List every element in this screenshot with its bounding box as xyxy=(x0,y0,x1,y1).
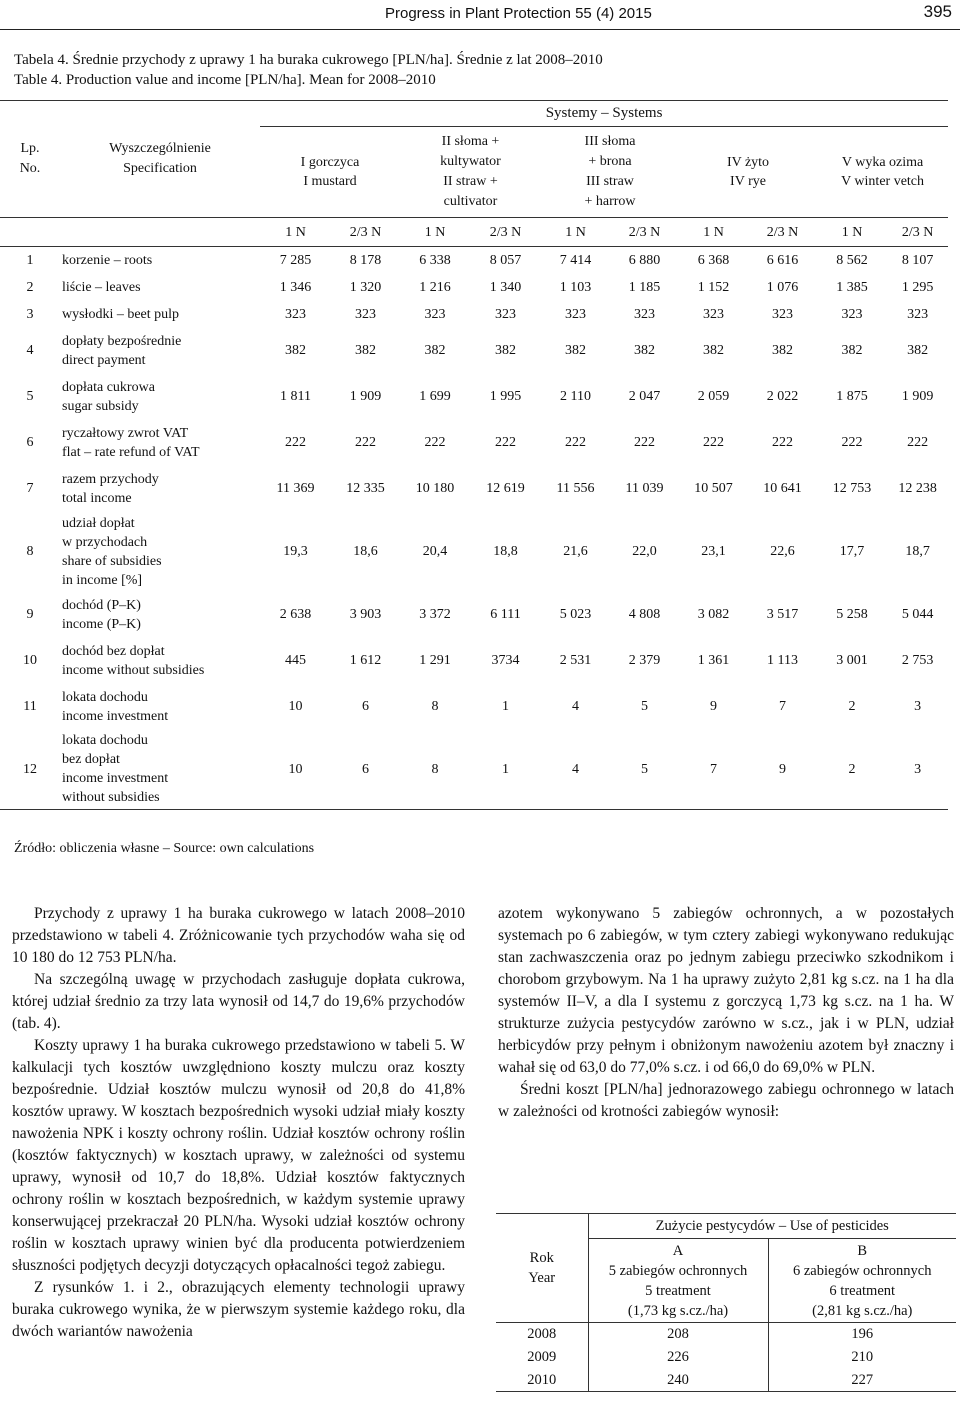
value-cell: 3 372 xyxy=(419,607,451,622)
value-cell: 11 556 xyxy=(556,481,595,496)
table4-caption-en: Table 4. Production value and income [PLN/ha]. Mean for 2008–2010 xyxy=(14,72,436,88)
variant-label-line: (1,73 kg s.cz./ha) xyxy=(627,1302,729,1319)
value-cell: 1 295 xyxy=(901,279,934,295)
value-cell: 1 152 xyxy=(697,279,730,295)
cost-cell: 240 xyxy=(588,1369,768,1392)
system-label-line: I gorczyca xyxy=(300,155,360,170)
lp-label-en: No. xyxy=(19,161,41,176)
lp-blank xyxy=(0,218,60,247)
row-number: 1 xyxy=(0,247,60,274)
row-label xyxy=(60,328,260,374)
value-cell: 3 001 xyxy=(836,653,868,668)
row-label-line: flat – rate refund of VAT xyxy=(62,444,200,460)
row-label-line: dochód bez dopłat xyxy=(62,643,165,659)
value-cell: 20,4 xyxy=(422,544,448,559)
value-cell: 445 xyxy=(285,653,306,668)
value-cell: 3 xyxy=(887,730,948,810)
paragraph: Koszty uprawy 1 ha buraka cukrowego przedstawiono w tabeli 5. W kalkulacji tych kosztów uwzględniono koszty mulczu oraz koszty bezpośrednie. Udział kosztów mulczu wynosił od 20,8 do 41,8% kosztów uprawy. W kosztach bezpośrednich wysoki udział miały koszty nawożenia NPK i koszty ochrony roślin. Udział kosztów ochrony roślin (kosztów faktycznych) w kosztach uprawy, w zależności od systemu uprawy, wynosił od 10,7 do 18,8%. Udział kosztów faktycznych ochrony roślin w kosztach bezpośrednich, w każdym systemie uprawy konserwującej przekraczał 20 PLN/ha. Wysoki udział kosztów ochrony roślin w kosztach uprawy winien być dla producenta potwierdzeniem słuszności podjętych decyzji dotyczących opłacalności tegoż zabiegu. xyxy=(12,1037,465,1274)
value-cell: 2 531 xyxy=(559,653,592,668)
variant-label-line: 5 zabiegów ochronnych xyxy=(608,1262,748,1279)
value-cell: 382 xyxy=(285,343,306,358)
table-row xyxy=(0,592,948,638)
value-cell: 23,1 xyxy=(701,544,726,559)
table4 xyxy=(0,100,948,810)
row-label-line: korzenie – roots xyxy=(62,252,153,268)
n-level-label: 2/3 N xyxy=(470,218,541,247)
value-cell: 1 xyxy=(502,699,509,714)
value-cell: 222 xyxy=(565,435,586,450)
value-cell: 6 111 xyxy=(490,607,521,622)
value-cell: 2 xyxy=(848,699,856,714)
row-label-line: w przychodach xyxy=(62,534,148,550)
value-cell: 7 285 xyxy=(260,247,331,274)
row-label-line: dochód (P–K) xyxy=(62,597,141,613)
value-cell: 6 xyxy=(331,730,400,810)
cost-cell: 196 xyxy=(851,1326,874,1343)
value-cell: 7 xyxy=(679,730,748,810)
variant-b-header xyxy=(768,1239,956,1323)
row-label-line: dopłata cukrowa xyxy=(62,379,155,395)
system-label-line: + harrow xyxy=(584,194,636,209)
year-cell: 2008 xyxy=(496,1323,588,1346)
value-cell: 1 699 xyxy=(419,389,451,404)
value-cell: 6 368 xyxy=(679,247,748,274)
row-label-line: income (P–K) xyxy=(62,616,141,632)
value-cell: 9 xyxy=(748,730,817,810)
n-level-label: 2/3 N xyxy=(610,218,679,247)
row-label-line: total income xyxy=(62,490,132,506)
value-cell: 4 808 xyxy=(628,607,661,622)
value-cell: 5 023 xyxy=(559,607,592,622)
value-cell: 323 xyxy=(495,306,516,322)
system-label-line: II słoma + xyxy=(441,134,500,149)
text-column-right xyxy=(498,903,954,1123)
system-5-header xyxy=(817,127,948,218)
cost-cell: 227 xyxy=(768,1369,956,1392)
text-column-left xyxy=(12,903,465,1343)
value-cell: 323 xyxy=(355,306,376,322)
row-label-line: income investment xyxy=(62,708,169,724)
system-label-line: I mustard xyxy=(303,174,357,189)
value-cell: 10 180 xyxy=(415,481,455,496)
value-cell: 382 xyxy=(772,343,793,358)
table-row xyxy=(0,247,948,274)
row-label-line: razem przychody xyxy=(62,471,159,487)
table-row xyxy=(0,274,948,301)
value-cell: 2 638 xyxy=(279,607,312,622)
system-3-header xyxy=(541,127,679,218)
table-row xyxy=(0,374,948,420)
row-label-line: liście – leaves xyxy=(62,279,141,295)
row-label-line: bez dopłat xyxy=(62,752,120,768)
variant-label-line: 6 treatment xyxy=(829,1282,896,1299)
value-cell: 7 xyxy=(779,699,786,714)
value-cell: 22,0 xyxy=(632,544,657,559)
year-cell: 2009 xyxy=(496,1346,588,1369)
value-cell: 323 xyxy=(841,306,863,322)
value-cell: 1 076 xyxy=(766,279,799,295)
row-label-line: without subsidies xyxy=(62,790,160,806)
value-cell: 3 517 xyxy=(766,607,799,622)
row-label-line: income without subsidies xyxy=(62,662,205,678)
value-cell: 8 107 xyxy=(887,247,948,274)
value-cell: 3 082 xyxy=(697,607,730,622)
system-label-line: cultivator xyxy=(443,194,498,209)
table-row xyxy=(0,301,948,328)
value-cell: 10 507 xyxy=(694,481,733,496)
header-rule xyxy=(0,29,960,30)
value-cell: 6 338 xyxy=(400,247,470,274)
value-cell: 323 xyxy=(907,306,929,322)
value-cell: 21,6 xyxy=(563,544,588,559)
row-number: 7 xyxy=(26,481,34,496)
table-row xyxy=(496,1323,956,1346)
row-label-line: lokata dochodu xyxy=(62,689,148,705)
row-number: 9 xyxy=(26,607,34,622)
row-label xyxy=(60,420,260,466)
spec-label-pl: Wyszczególnienie xyxy=(109,141,211,156)
value-cell: 222 xyxy=(355,435,376,450)
value-cell: 2 022 xyxy=(766,389,799,404)
value-cell: 10 641 xyxy=(763,481,802,496)
row-number: 11 xyxy=(23,699,37,714)
table-row xyxy=(0,638,948,684)
system-label-line: III straw xyxy=(586,174,634,189)
variant-label-line: A xyxy=(672,1242,684,1259)
value-cell: 3734 xyxy=(491,653,520,668)
value-cell: 222 xyxy=(772,435,793,450)
value-cell: 382 xyxy=(565,343,586,358)
row-number: 2 xyxy=(26,279,34,295)
value-cell: 222 xyxy=(703,435,724,450)
row-number: 8 xyxy=(26,544,34,559)
value-cell: 323 xyxy=(424,306,446,322)
value-cell: 1 811 xyxy=(280,389,311,404)
value-cell: 1 320 xyxy=(349,279,382,295)
system-label-line: III słoma xyxy=(584,134,636,149)
row-number: 10 xyxy=(23,653,37,668)
row-label xyxy=(60,730,260,810)
table4-caption-pl: Tabela 4. Średnie przychody z uprawy 1 ha buraka cukrowego [PLN/ha]. Średnie z lat 2008–2010 xyxy=(14,52,603,68)
cost-cell: 226 xyxy=(588,1346,768,1369)
spec-header xyxy=(60,101,260,218)
paragraph: Z rysunków 1. i 2., obrazujących elementy technologii uprawy buraka cukrowego wynika, że w pierwszym systemie każdego roku, dla dwóch wariantów nawożenia xyxy=(12,1279,465,1340)
n-level-label: 1 N xyxy=(541,218,610,247)
n-level-label: 2/3 N xyxy=(748,218,817,247)
value-cell: 2 110 xyxy=(560,389,591,404)
variant-label-line: B xyxy=(857,1242,868,1259)
n-level-label: 2/3 N xyxy=(331,218,400,247)
row-label-line: income investment xyxy=(62,771,169,787)
table-row xyxy=(0,512,948,592)
value-cell: 222 xyxy=(907,435,929,450)
value-cell: 1 346 xyxy=(279,279,312,295)
row-label-line: dopłaty bezpośrednie xyxy=(62,333,182,349)
value-cell: 1 xyxy=(470,730,541,810)
year-label-en: Year xyxy=(528,1270,556,1286)
value-cell: 10 xyxy=(288,699,303,714)
n-level-label: 1 N xyxy=(679,218,748,247)
value-cell: 8 562 xyxy=(817,247,887,274)
journal-title: Progress in Plant Protection 55 (4) 2015 xyxy=(385,5,652,22)
value-cell: 12 335 xyxy=(346,481,385,496)
value-cell: 8 xyxy=(400,730,470,810)
year-cell: 2010 xyxy=(496,1369,588,1392)
value-cell: 11 369 xyxy=(276,481,315,496)
table-row xyxy=(0,420,948,466)
value-cell: 222 xyxy=(424,435,446,450)
cost-cell: 210 xyxy=(851,1349,874,1365)
row-label-line: share of subsidies xyxy=(62,553,162,569)
row-label xyxy=(60,274,260,301)
paragraph: azotem wykonywano 5 zabiegów ochronnych, a w pozostałych systemach po 6 zabiegów, w tym cztery zabiegi wykonywano redukując stan zachwaszczenia oraz po jednym zabiegu przeciwko szkodnikom i chorobom grzybowym. Na 1 ha uprawy zużyto 2,81 kg s.cz. na 1 ha dla systemów II–V, a dla I systemu z gorczycą 1,73 kg s.cz. na 1 ha. W strukturze zużycia pestycydów zarówno w s.cz., jak i w PLN, udział herbicydów przy pełnym i obniżonym nawożeniu azotem był znaczny i wahał się od 63,0 do 77,0% s.cz. i od 66,0 do 69,0% w PLN. xyxy=(498,905,954,1076)
row-label-line: wysłodki – beet pulp xyxy=(62,306,180,322)
system-label-line: V wyka ozima xyxy=(841,155,924,170)
system-label-line: IV żyto xyxy=(726,155,770,170)
value-cell: 19,3 xyxy=(283,544,308,559)
row-label-line: direct payment xyxy=(62,352,146,368)
value-cell: 2 379 xyxy=(628,653,661,668)
n-level-label: 1 N xyxy=(817,218,887,247)
row-label-line: udział dopłat xyxy=(62,515,135,531)
row-label xyxy=(60,247,260,274)
value-cell: 1 385 xyxy=(836,279,868,295)
running-header xyxy=(0,0,960,30)
variant-label-line: 5 treatment xyxy=(645,1282,711,1299)
value-cell: 323 xyxy=(703,306,724,322)
page-number: 395 xyxy=(923,2,952,21)
system-label-line: V winter vetch xyxy=(841,174,925,189)
value-cell: 1 103 xyxy=(559,279,592,295)
value-cell: 18,8 xyxy=(493,544,518,559)
value-cell: 382 xyxy=(495,343,516,358)
value-cell: 12 619 xyxy=(486,481,525,496)
value-cell: 1 185 xyxy=(628,279,661,295)
lp-header xyxy=(0,101,60,218)
row-label xyxy=(60,512,260,592)
table-row xyxy=(0,466,948,512)
paragraph: Na szczególną uwagę w przychodach zasługuje dopłata cukrowa, której udział średnio za trzy lata wynosił od 14,7 do 19,6% przychodów (tab. 4). xyxy=(12,971,465,1032)
row-label-line: ryczałtowy zwrot VAT xyxy=(62,425,189,441)
system-4-header xyxy=(679,127,817,218)
value-cell: 323 xyxy=(565,306,586,322)
system-1-header xyxy=(260,127,400,218)
value-cell: 323 xyxy=(772,306,793,322)
value-cell: 1 909 xyxy=(901,389,934,404)
row-label xyxy=(60,374,260,420)
variant-label-line: (2,81 kg s.cz./ha) xyxy=(812,1302,913,1319)
value-cell: 382 xyxy=(703,343,724,358)
value-cell: 1 113 xyxy=(767,653,798,668)
table4-source: Źródło: obliczenia własne – Source: own calculations xyxy=(14,841,315,856)
spec-blank xyxy=(60,218,260,247)
value-cell: 18,7 xyxy=(905,544,930,559)
value-cell: 1 216 xyxy=(419,279,451,295)
pesticides-header: Zużycie pestycydów – Use of pesticides xyxy=(588,1214,956,1239)
value-cell: 22,6 xyxy=(770,544,795,559)
value-cell: 1 361 xyxy=(697,653,730,668)
value-cell: 8 057 xyxy=(470,247,541,274)
table-row xyxy=(496,1346,956,1369)
value-cell: 18,6 xyxy=(353,544,378,559)
value-cell: 2 753 xyxy=(901,653,934,668)
n-level-label: 1 N xyxy=(260,218,331,247)
row-label xyxy=(60,301,260,328)
year-header xyxy=(496,1214,588,1323)
cost-cell: 208 xyxy=(588,1323,768,1346)
value-cell: 9 xyxy=(710,699,717,714)
value-cell: 1 909 xyxy=(349,389,382,404)
value-cell: 382 xyxy=(907,343,929,358)
value-cell: 10 xyxy=(260,730,331,810)
value-cell: 382 xyxy=(634,343,655,358)
n-level-label: 2/3 N xyxy=(887,218,948,247)
value-cell: 1 875 xyxy=(836,389,868,404)
row-label xyxy=(60,684,260,730)
row-number: 5 xyxy=(26,389,34,404)
value-cell: 6 xyxy=(362,699,369,714)
value-cell: 1 612 xyxy=(349,653,382,668)
value-cell: 11 039 xyxy=(625,481,664,496)
value-cell: 382 xyxy=(355,343,376,358)
value-cell: 8 xyxy=(431,699,439,714)
row-number: 3 xyxy=(26,306,34,322)
paragraph: Średni koszt [PLN/ha] jednorazowego zabiegu ochronnego w latach w zależności od krotności zabiegów wynosił: xyxy=(498,1081,954,1120)
value-cell: 2 xyxy=(817,730,887,810)
value-cell: 5 xyxy=(610,730,679,810)
value-cell: 17,7 xyxy=(839,544,865,559)
table5 xyxy=(496,1213,956,1392)
value-cell: 12 753 xyxy=(832,481,872,496)
systems-header: Systemy – Systems xyxy=(260,101,948,127)
system-label-line: II straw + xyxy=(443,174,498,189)
table-row xyxy=(0,328,948,374)
value-cell: 4 xyxy=(572,699,579,714)
row-label-line: in income [%] xyxy=(62,572,143,588)
value-cell: 323 xyxy=(634,306,655,322)
paragraph: Przychody z uprawy 1 ha buraka cukrowego w latach 2008–2010 przedstawiono w tabeli 4. Zróżnicowanie tych przychodów waha się od 10 180 do 12 753 PLN/ha. xyxy=(12,905,465,966)
value-cell: 3 903 xyxy=(349,607,382,622)
value-cell: 8 178 xyxy=(331,247,400,274)
row-label xyxy=(60,638,260,684)
value-cell: 6 616 xyxy=(748,247,817,274)
value-cell: 5 044 xyxy=(901,607,934,622)
table-row xyxy=(0,684,948,730)
value-cell: 1 291 xyxy=(419,653,451,668)
value-cell: 222 xyxy=(634,435,655,450)
value-cell: 222 xyxy=(841,435,863,450)
value-cell: 222 xyxy=(495,435,516,450)
value-cell: 323 xyxy=(285,306,306,322)
system-label-line: + brona xyxy=(588,154,632,169)
row-label-line: lokata dochodu xyxy=(62,733,148,749)
lp-label-pl: Lp. xyxy=(20,141,40,156)
value-cell: 1 340 xyxy=(489,279,522,295)
variant-label-line: 6 zabiegów ochronnych xyxy=(792,1262,932,1279)
row-label xyxy=(60,466,260,512)
system-label-line: IV rye xyxy=(730,174,766,189)
value-cell: 382 xyxy=(841,343,863,358)
n-level-label: 1 N xyxy=(400,218,470,247)
row-number: 12 xyxy=(0,730,60,810)
value-cell: 12 238 xyxy=(898,481,937,496)
value-cell: 1 995 xyxy=(489,389,522,404)
system-2-header xyxy=(400,127,541,218)
value-cell: 6 880 xyxy=(610,247,679,274)
row-number: 4 xyxy=(26,343,34,358)
variant-a-header xyxy=(588,1239,768,1323)
system-label-line: kultywator xyxy=(440,154,501,169)
row-label-line: sugar subsidy xyxy=(62,398,139,414)
value-cell: 2 059 xyxy=(697,389,730,404)
value-cell: 382 xyxy=(424,343,446,358)
row-label xyxy=(60,592,260,638)
value-cell: 5 258 xyxy=(836,607,868,622)
value-cell: 222 xyxy=(285,435,306,450)
row-number: 6 xyxy=(26,435,34,450)
value-cell: 2 047 xyxy=(628,389,661,404)
table-row xyxy=(0,730,948,810)
year-label-pl: Rok xyxy=(529,1250,554,1266)
spec-label-en: Specification xyxy=(123,161,197,176)
value-cell: 3 xyxy=(914,699,922,714)
value-cell: 4 xyxy=(541,730,610,810)
value-cell: 7 414 xyxy=(541,247,610,274)
value-cell: 5 xyxy=(641,699,648,714)
table-row xyxy=(496,1369,956,1392)
